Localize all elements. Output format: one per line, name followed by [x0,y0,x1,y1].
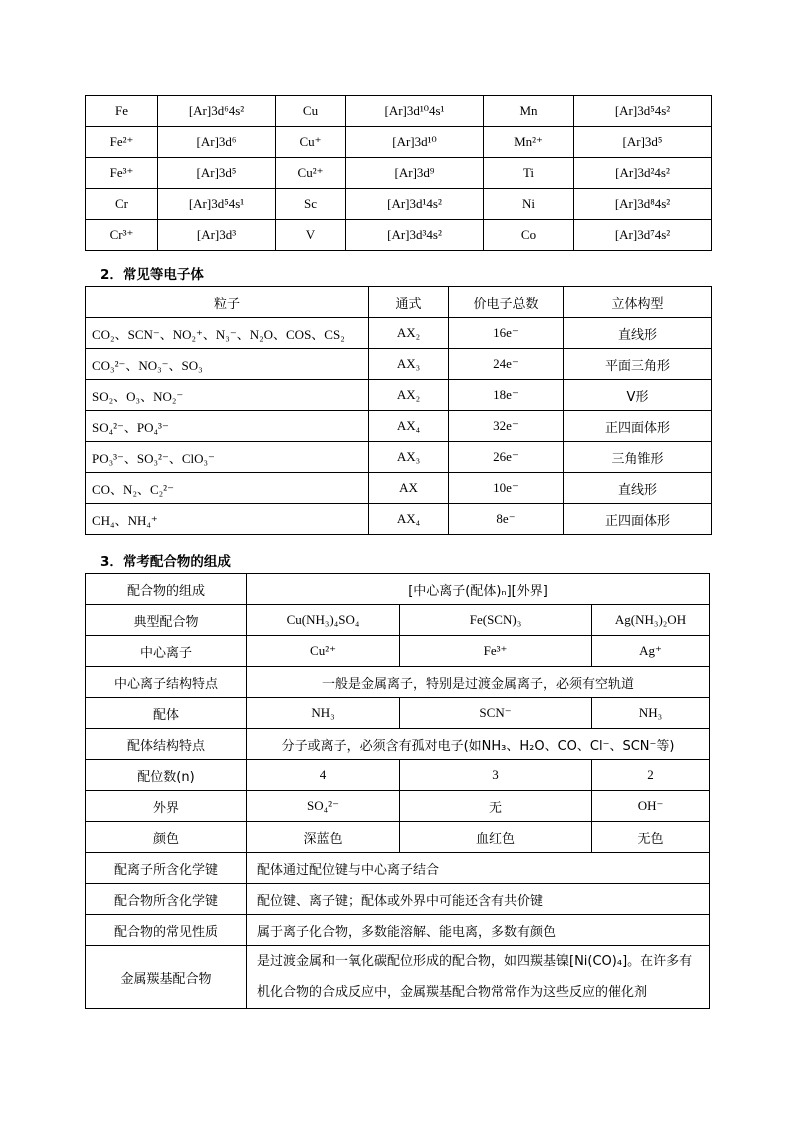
table-cell: CO₂、SCN⁻、NO₂⁺、N₃⁻、N₂O、COS、CS₂ [86,318,369,349]
row-label: 配合物的组成 [86,574,247,605]
table-cell: 18e⁻ [449,380,564,411]
table-row [86,915,710,946]
row-label: 配体 [86,698,247,729]
table-cell: SCN⁻ [400,698,592,729]
row-label: 外界 [86,791,247,822]
table-cell: AX₂ [369,318,449,349]
table-cell: Mn²⁺ [484,127,574,158]
table-cell: Cr³⁺ [86,220,158,251]
electron-config-table [85,95,712,251]
table-cell: Cu⁺ [276,127,346,158]
table-cell: Cu(NH₃)₄SO₄ [247,605,400,636]
table-cell: Fe [86,96,158,127]
table-row [86,729,710,760]
table-cell: 三角锥形 [564,442,712,473]
row-label: 中心离子 [86,636,247,667]
table-cell: 分子或离子，必须含有孤对电子(如NH₃、H₂O、CO、Cl⁻、SCN⁻等) [247,729,710,760]
table-cell: [Ar]3d¹4s² [346,189,484,220]
table-cell: CO、N₂、C₂²⁻ [86,473,369,504]
table-cell: CO₃²⁻、NO₃⁻、SO₃ [86,349,369,380]
table-row [86,504,712,535]
table-cell: CH₄、NH₄⁺ [86,504,369,535]
table-cell: 16e⁻ [449,318,564,349]
table-cell: 10e⁻ [449,473,564,504]
table-cell: Mn [484,96,574,127]
table-cell: 24e⁻ [449,349,564,380]
row-label: 配位数(n) [86,760,247,791]
table-cell: 4 [247,760,400,791]
isoelectronic-body [86,287,712,535]
table-cell: 26e⁻ [449,442,564,473]
table-row [86,189,712,220]
row-label: 配合物所含化学键 [86,884,247,915]
table-row [86,349,712,380]
row-label: 配体结构特点 [86,729,247,760]
table-cell: 是过渡金属和一氧化碳配位形成的配合物，如四羰基镍[Ni(CO)₄]。在许多有机化合物的合成反应中，金属羰基配合物常常作为这些反应的催化剂 [247,946,710,1009]
table-row [86,220,712,251]
table-cell: 平面三角形 [564,349,712,380]
table-cell: 配体通过配位键与中心离子结合 [247,853,710,884]
table-row [86,884,710,915]
table-row [86,636,710,667]
table-cell: [Ar]3d³4s² [346,220,484,251]
column-header: 立体构型 [564,287,712,318]
table-cell: NH₃ [592,698,710,729]
table-cell: 正四面体形 [564,504,712,535]
section2-heading: 2．常见等电子体 [100,267,204,283]
table-cell: Ag⁺ [592,636,710,667]
table-cell: [Ar]3d³ [158,220,276,251]
table-cell: 直线形 [564,318,712,349]
table-cell: Cu²⁺ [247,636,400,667]
table-row [86,411,712,442]
table-cell: Cu²⁺ [276,158,346,189]
table-cell: 3 [400,760,592,791]
table-cell: AX₃ [369,349,449,380]
table-cell: [Ar]3d⁵4s² [574,96,712,127]
table-row [86,698,710,729]
table-cell: V形 [564,380,712,411]
table-cell: 深蓝色 [247,822,400,853]
composition-value: [中心离子(配体)ₙ][外界] [247,574,710,605]
table-cell: NH₃ [247,698,400,729]
electron-config-body [86,96,712,251]
row-label: 颜色 [86,822,247,853]
table-cell: 正四面体形 [564,411,712,442]
table-row [86,853,710,884]
table-row [86,605,710,636]
table-header-row [86,287,712,318]
table-row [86,760,710,791]
table-cell: Fe(SCN)₃ [400,605,592,636]
table-row [86,380,712,411]
table-cell: AX [369,473,449,504]
table-cell: 无色 [592,822,710,853]
table-cell: [Ar]3d⁷4s² [574,220,712,251]
table-cell: SO₄²⁻ [247,791,400,822]
table-row [86,318,712,349]
table-cell: [Ar]3d⁵4s¹ [158,189,276,220]
table-cell: 8e⁻ [449,504,564,535]
table-row [86,791,710,822]
table-cell: Cr [86,189,158,220]
table-cell: 无 [400,791,592,822]
table-row [86,442,712,473]
table-cell: 配位键、离子键；配体或外界中可能还含有共价键 [247,884,710,915]
table-cell: Ag(NH₃)₂OH [592,605,710,636]
table-cell: AX₄ [369,411,449,442]
row-label: 中心离子结构特点 [86,667,247,698]
table-cell: 32e⁻ [449,411,564,442]
table-row [86,473,712,504]
section3-heading: 3．常考配合物的组成 [100,554,231,570]
row-label: 典型配合物 [86,605,247,636]
table-cell: Ni [484,189,574,220]
table-cell: AX₃ [369,442,449,473]
table-cell: 血红色 [400,822,592,853]
table-cell: [Ar]3d⁵ [574,127,712,158]
table-cell: V [276,220,346,251]
table-cell: Ti [484,158,574,189]
table-cell: AX₄ [369,504,449,535]
column-header: 粒子 [86,287,369,318]
table-row [86,822,710,853]
table-cell: OH⁻ [592,791,710,822]
row-label: 配离子所含化学键 [86,853,247,884]
table-cell: Fe²⁺ [86,127,158,158]
table-cell: 属于离子化合物，多数能溶解、能电离，多数有颜色 [247,915,710,946]
table-cell: Fe³⁺ [86,158,158,189]
table-cell: [Ar]3d²4s² [574,158,712,189]
table-row [86,667,710,698]
table-cell: [Ar]3d⁹ [346,158,484,189]
table-cell: PO₃³⁻、SO₃²⁻、ClO₃⁻ [86,442,369,473]
table-cell: SO₂、O₃、NO₂⁻ [86,380,369,411]
table-cell: [Ar]3d⁵ [158,158,276,189]
row-label: 金属羰基配合物 [86,946,247,1009]
table-cell: 一般是金属离子，特别是过渡金属离子，必须有空轨道 [247,667,710,698]
table-cell: AX₂ [369,380,449,411]
table-cell: [Ar]3d⁶4s² [158,96,276,127]
table-cell: [Ar]3d⁶ [158,127,276,158]
table-row [86,96,712,127]
column-header: 通式 [369,287,449,318]
table-cell: [Ar]3d¹⁰4s¹ [346,96,484,127]
table-cell: [Ar]3d¹⁰ [346,127,484,158]
column-header: 价电子总数 [449,287,564,318]
row-label: 配合物的常见性质 [86,915,247,946]
table-cell: 2 [592,760,710,791]
table-row [86,574,710,605]
table-cell: Fe³⁺ [400,636,592,667]
table-cell: Sc [276,189,346,220]
table-row [86,158,712,189]
table-cell: [Ar]3d⁸4s² [574,189,712,220]
table-cell: Co [484,220,574,251]
table-cell: 直线形 [564,473,712,504]
table-row [86,127,712,158]
isoelectronic-table [85,286,712,535]
complex-table [85,573,710,1009]
table-row [86,946,710,1009]
table-cell: Cu [276,96,346,127]
table-cell: SO₄²⁻、PO₄³⁻ [86,411,369,442]
